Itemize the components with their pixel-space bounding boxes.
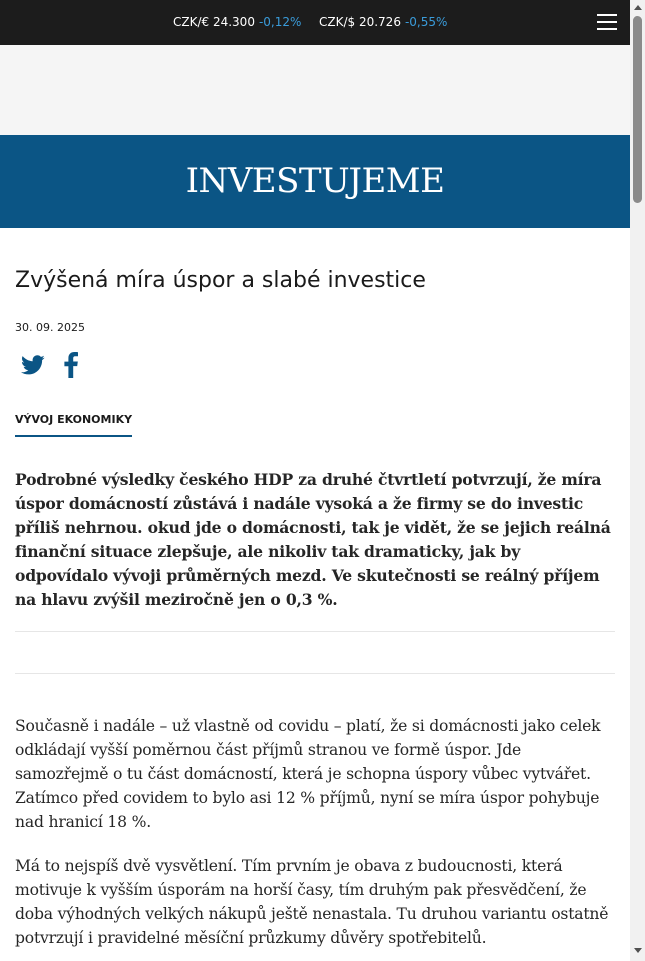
ticker-eur-rate: CZK/€ 24.300: [173, 15, 255, 29]
menu-bar-line: [597, 21, 617, 23]
scroll-down-arrow-icon[interactable]: [634, 948, 642, 953]
vertical-scrollbar[interactable]: [630, 0, 645, 961]
twitter-icon[interactable]: [21, 352, 45, 378]
divider: [15, 631, 615, 632]
brand-banner: [0, 135, 630, 228]
article-date: 30. 09. 2025: [15, 321, 85, 334]
article-paragraph: Současně i nadále – už vlastně od covidu – platí, že si domácnosti jako celek odkládají vyšší poměrnou část příjmů stranou ve formě úspor. Jde samozřejmě o tu část domácností, která je schopna úspory vůbec vytvářet. Zatímco před covidem to bylo asi 12 % příjmů, nyní se míra úspor pohybuje nad hranicí 18 %.: [15, 717, 601, 831]
ticker-eur-change: -0,12%: [258, 15, 302, 29]
menu-bar-line: [597, 28, 617, 30]
menu-bar-line: [597, 14, 617, 16]
ticker-item-eur[interactable]: [173, 15, 301, 29]
ticker-item-usd[interactable]: [319, 15, 447, 29]
currency-ticker-bar: [0, 0, 630, 45]
ad-space: [0, 45, 630, 135]
facebook-icon[interactable]: [64, 352, 78, 378]
article-title: Zvýšená míra úspor a slabé investice: [15, 268, 426, 293]
category-link[interactable]: VÝVOJ EKONOMIKY: [15, 413, 132, 437]
article-lead: Podrobné výsledky českého HDP za druhé čtvrtletí potvrzují, že míra úspor domácností zůstává i nadále vysoká a že firmy se do investic příliš nehrnou. okud jde o domácnosti, tak je vidět, že se jejich reálná finanční situace zlepšuje, ale nikoliv tak dramaticky, jak by odpovídalo vývoji průměrných mezd. Ve skutečnosti se reálný příjem na hlavu zvýšil meziročně jen o 0,3 %.: [15, 470, 611, 609]
ticker-usd-change: -0,55%: [404, 15, 448, 29]
divider: [15, 673, 615, 674]
scroll-up-arrow-icon[interactable]: [634, 5, 642, 10]
scrollbar-thumb[interactable]: [633, 16, 642, 203]
site-logo[interactable]: INVESTUJEME: [185, 161, 445, 201]
ticker-usd-rate: CZK/$ 20.726: [319, 15, 401, 29]
article-paragraph: Má to nejspíš dvě vysvětlení. Tím prvním je obava z budoucnosti, která motivuje k vyšším úsporám na horší časy, tím druhým pak přesvědčení, že doba výhodných velkých nákupů ještě nenastala. Tu druhou variantu ostatně potvrzují i pravidelné měsíční průzkumy důvěry spotřebitelů.: [15, 857, 609, 947]
hamburger-menu-icon[interactable]: [597, 13, 617, 31]
